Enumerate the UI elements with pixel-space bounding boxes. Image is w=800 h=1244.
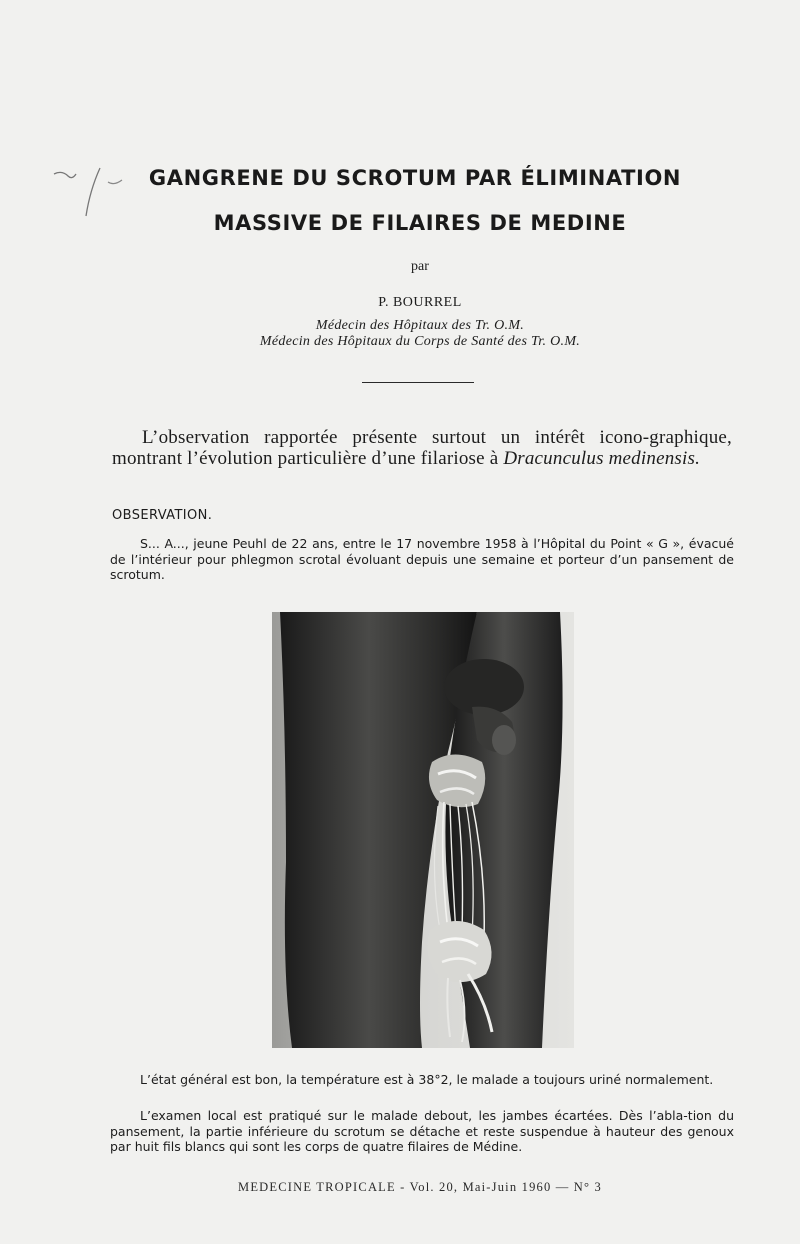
- author-name: P. BOURREL: [378, 295, 462, 310]
- paragraph-2-text: L’état général est bon, la température est à 38°2, le malade a toujours uriné normalement.: [140, 1072, 714, 1087]
- author-affiliation-1: Médecin des Hôpitaux des Tr. O.M.: [315, 318, 525, 333]
- article-title-line-2: MASSIVE DE FILAIRES DE MEDINE: [213, 211, 627, 235]
- abstract: [112, 427, 732, 469]
- journal-footer: MEDECINE TROPICALE - Vol. 20, Mai-Juin 1960 — N° 3: [238, 1180, 602, 1194]
- author-affiliation-2: Médecin des Hôpitaux du Corps de Santé des Tr. O.M.: [259, 334, 581, 349]
- paragraph-1-text: S... A..., jeune Peuhl de 22 ans, entre le 17 novembre 1958 à l’Hôpital du Point « G », évacué de l’intérieur pour phlegmon scrotal évoluant depuis une semaine et porteur d’un pansement de scrotum.: [110, 536, 734, 582]
- paragraph-3-text: L’examen local est pratiqué sur le malade debout, les jambes écartées. Dès l’abla-tion du pansement, la partie inférieure du scrotum se détache et reste suspendue à hauteur des genoux par huit fils blancs qui sont les corps de quatre filaires de Médine.: [110, 1108, 734, 1154]
- article-title-line-1: GANGRENE DU SCROTUM PAR ÉLIMINATION: [148, 166, 682, 190]
- separator-rule: [362, 382, 474, 383]
- abstract-species-name: Dracunculus medinensis.: [503, 448, 701, 469]
- paragraph-3: [110, 1108, 734, 1155]
- byline-par: par: [411, 259, 429, 274]
- paragraph-1: [110, 536, 734, 583]
- paragraph-2: [110, 1072, 734, 1088]
- abstract-text: L’observation rapportée présente surtout un intérêt icono-graphique, montrant l’évolution particulière d’une filariose à: [112, 427, 732, 469]
- section-heading: OBSERVATION.: [112, 508, 213, 523]
- clinical-photograph: [272, 612, 574, 1048]
